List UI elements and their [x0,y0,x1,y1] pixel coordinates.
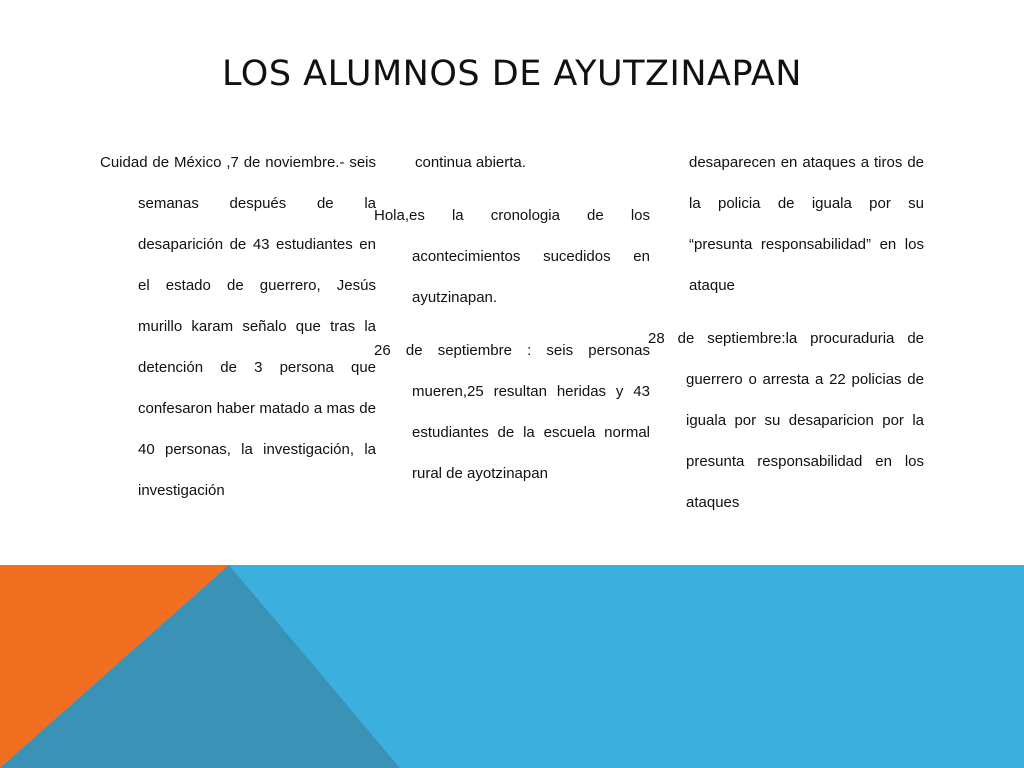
decorative-footer-shapes [0,565,1024,768]
text-column-1 [100,142,376,511]
slide-title: LOS ALUMNOS DE AYUTZINAPAN [222,54,802,94]
paragraph-continuation: continua abierta. [415,154,526,171]
text-column-2 [374,142,650,494]
text-column-3 [648,142,924,523]
paragraph-chronology: Hola,es la cronologia de los acontecimientos sucedidos en ayutzinapan. [374,207,650,306]
paragraph-26-september: 26 de septiembre : seis personas mueren,25 resultan heridas y 43 estudiantes de la escuela normal rural de ayotzinapan [374,342,650,482]
paragraph-date-intro: Cuidad de México ,7 de noviembre.- seis semanas después de la desaparición de 43 estudiantes en el estado de guerrero, Jesús murillo karam señalo que tras la detención de 3 persona que confesaron haber matado a mas de 40 personas, la investigación, la investigación [100,154,376,499]
paragraph-continuation-2: desaparecen en ataques a tiros de la policia de iguala por su “presunta responsabilidad” en los ataque [689,154,924,294]
paragraph-28-september: 28 de septiembre:la procuraduria de guerrero o arresta a 22 policias de iguala por su desaparicion por la presunta responsabilidad en los ataques [648,330,924,511]
